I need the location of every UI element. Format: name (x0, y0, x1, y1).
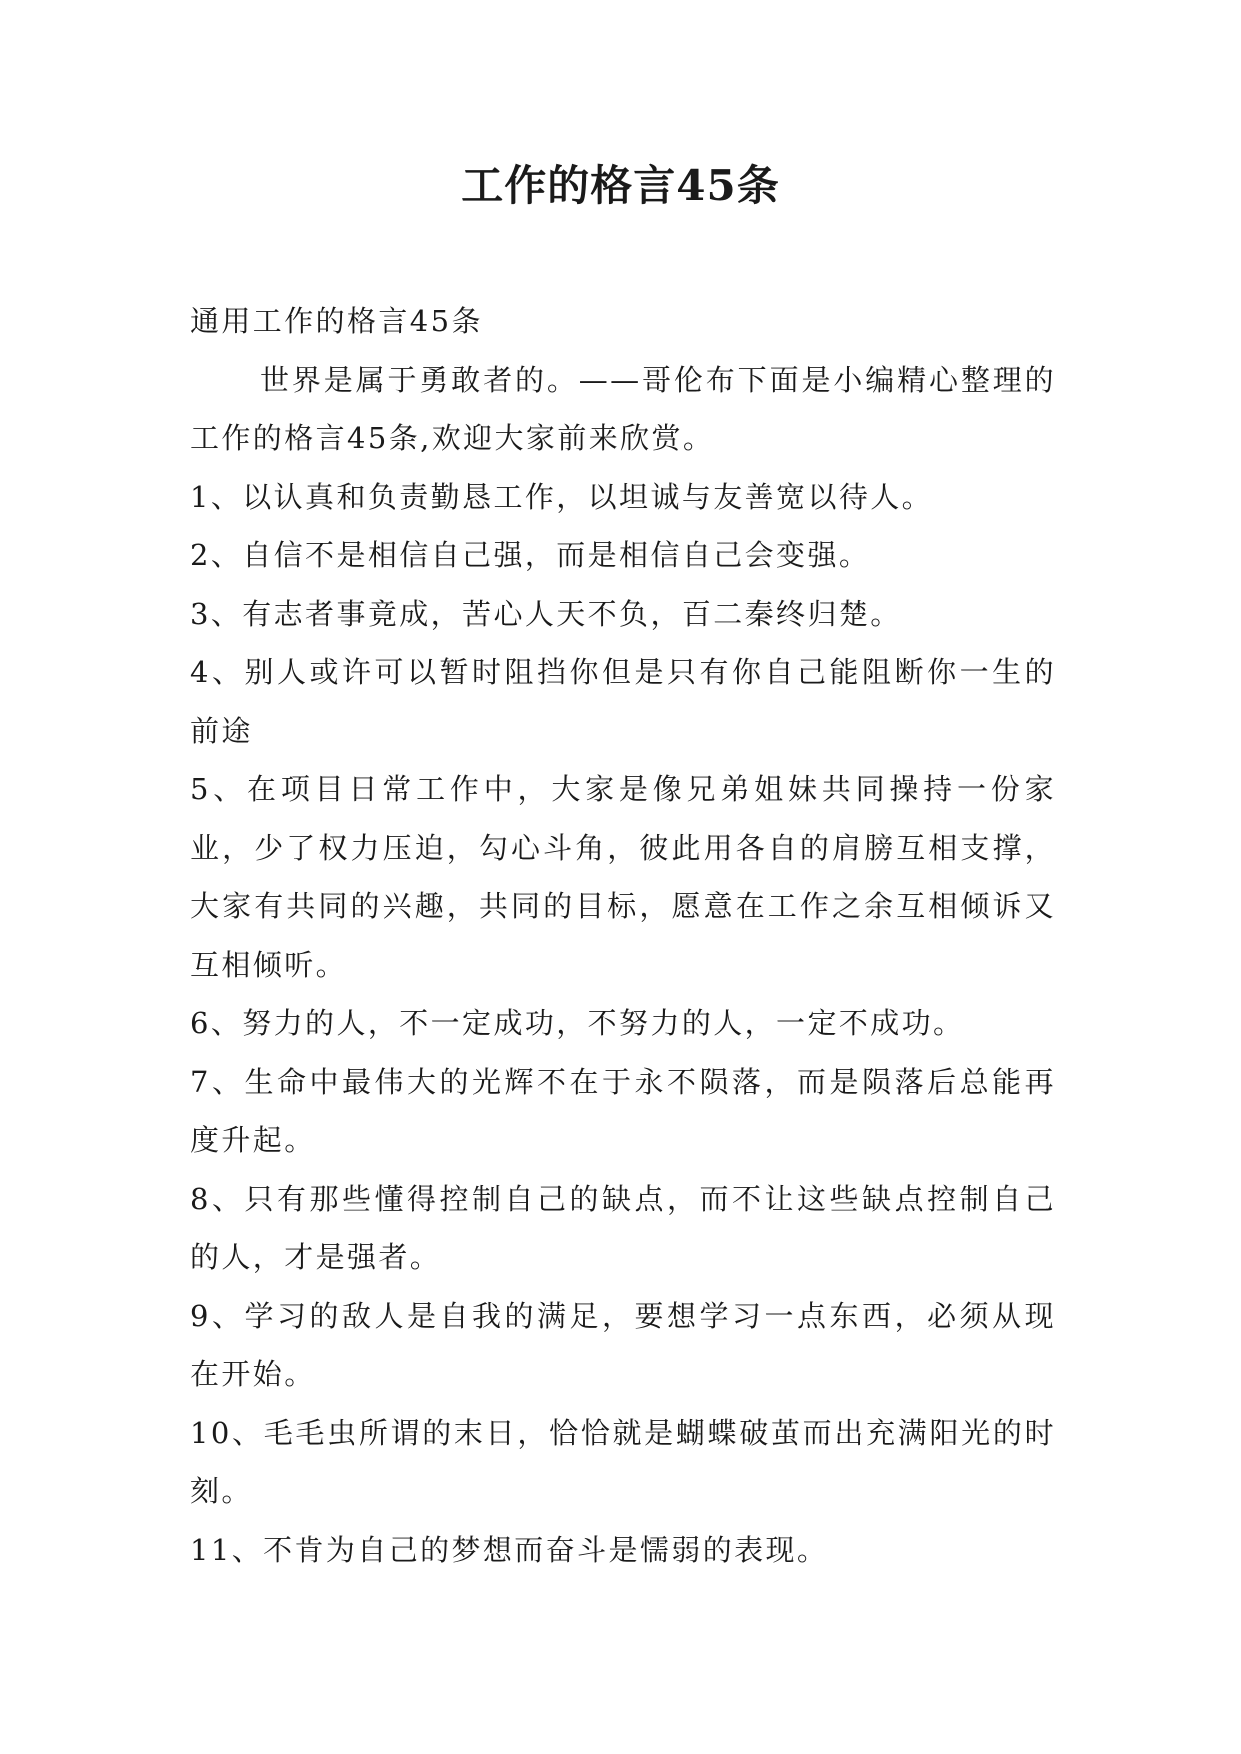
document-title: 工作的格言45条 (461, 161, 780, 210)
maxim-item-3: 3、有志者事竟成，苦心人天不负，百二秦终归楚。 (190, 596, 902, 631)
maxim-item-7: 7、生命中最伟大的光辉不在于永不陨落，而是陨落后总能再度升起。 (190, 1064, 1056, 1157)
intro-paragraph: 世界是属于勇敢者的。——哥伦布下面是小编精心整理的工作的格言45条,欢迎大家前来欣赏。 (190, 362, 1056, 455)
maxim-item-1: 1、以认真和负责勤恳工作，以坦诚与友善宽以待人。 (190, 479, 934, 514)
maxim-item-4: 4、别人或许可以暂时阻挡你但是只有你自己能阻断你一生的前途 (190, 655, 1056, 748)
maxim-item-8: 8、只有那些懂得控制自己的缺点，而不让这些缺点控制自己的人，才是强者。 (190, 1181, 1056, 1274)
maxim-item-10: 10、毛毛虫所谓的末日，恰恰就是蝴蝶破茧而出充满阳光的时刻。 (190, 1415, 1056, 1508)
maxim-item-2: 2、自信不是相信自己强，而是相信自己会变强。 (190, 538, 871, 572)
maxim-item-11: 11、不肯为自己的梦想而奋斗是懦弱的表现。 (190, 1532, 829, 1567)
maxim-item-6: 6、努力的人，不一定成功，不努力的人，一定不成功。 (190, 1006, 965, 1040)
maxim-item-9: 9、学习的敌人是自我的满足，要想学习一点东西，必须从现在开始。 (190, 1298, 1056, 1391)
document-body (190, 292, 1056, 1579)
document-subtitle: 通用工作的格言45条 (190, 304, 483, 338)
maxim-item-5: 5、在项目日常工作中，大家是像兄弟姐妹共同操持一份家业，少了权力压迫，勾心斗角，彼此用各自的肩膀互相支撑，大家有共同的兴趣，共同的目标，愿意在工作之余互相倾诉又互相倾听。 (190, 772, 1056, 982)
